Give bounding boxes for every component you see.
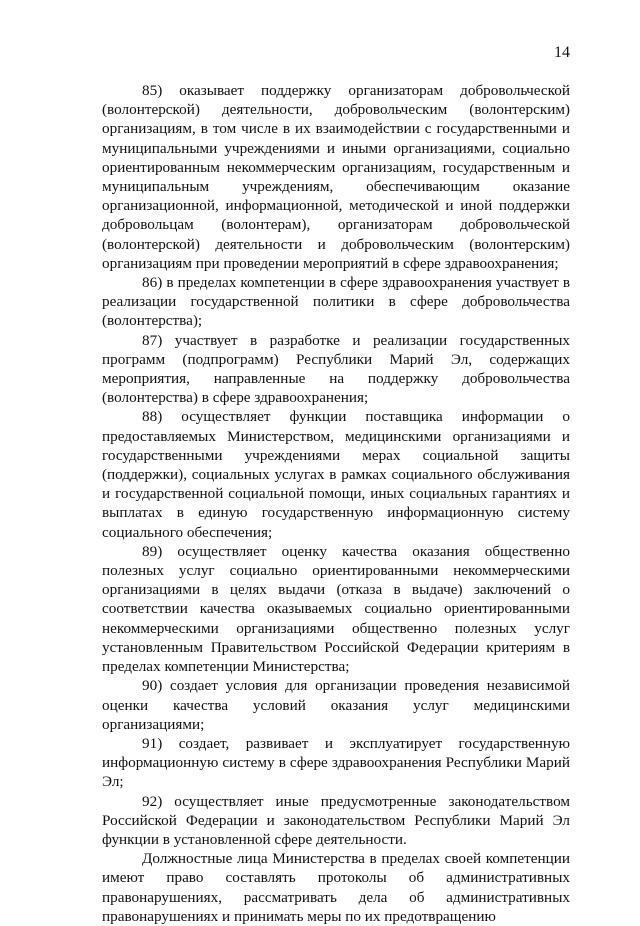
page-number: 14 <box>554 44 570 61</box>
paragraph-89: 89) осуществляет оценку качества оказания общественно полезных услуг социально ориентированными некоммерческими организациями в целях выдачи (отказа в выдаче) заключений о соответствии качества оказываемых социально ориентированными некоммерческими организациями общественно полезных услуг установленным Правительством Российской Федерации критериям в пределах компетенции Министерства; <box>102 542 570 676</box>
paragraph-officials-rights: Должностные лица Министерства в пределах своей компетенции имеют право составлять протоколы об административных правонарушениях, рассматривать дела об административных правонарушениях и принимать меры по их предотвращению <box>102 850 570 925</box>
paragraph-85: 85) оказывает поддержку организаторам добровольческой (волонтерской) деятельности, добровольческим (волонтерским) организациям, в том числе в их взаимодействии с государственными и муниципальными учреждениями и иными организациями, социально ориентированным некоммерческим организациям, государственным и муниципальным учреждениям, обеспечивающим оказание организационной, информационной, методической и иной поддержки добровольцам (волонтерам), организаторам добровольческой (волонтерской) деятельности и добровольческим (волонтерским) организациям при проведении мероприятий в сфере здравоохранения; <box>102 82 570 272</box>
paragraph-88: 88) осуществляет функции поставщика информации о предоставляемых Министерством, медицинскими организациями и государственными учреждениями мерах социальной защиты (поддержки), социальных услугах в рамках социального обслуживания и государственной социальной помощи, иных социальных гарантиях и выплатах в единую государственную информационную систему социального обеспечения; <box>102 408 570 541</box>
paragraph-87: 87) участвует в разработке и реализации государственных программ (подпрограмм) Республики Марий Эл, содержащих мероприятия, направленные на поддержку добровольчества (волонтерства) в сфере здравоохранения; <box>102 331 570 407</box>
document-body <box>102 81 570 926</box>
paragraph-86: 86) в пределах компетенции в сфере здравоохранения участвует в реализации государственной политики в сфере добровольчества (волонтерства); <box>102 274 570 330</box>
paragraph-91: 91) создает, развивает и эксплуатирует государственную информационную систему в сфере здравоохранения Республики Марий Эл; <box>102 734 570 791</box>
paragraph-92: 92) осуществляет иные предусмотренные законодательством Российской Федерации и законодательством Республики Марий Эл функции в установленной сфере деятельности. <box>102 792 570 848</box>
paragraph-90: 90) создает условия для организации проведения независимой оценки качества условий оказания услуг медицинскими организациями; <box>102 677 570 733</box>
